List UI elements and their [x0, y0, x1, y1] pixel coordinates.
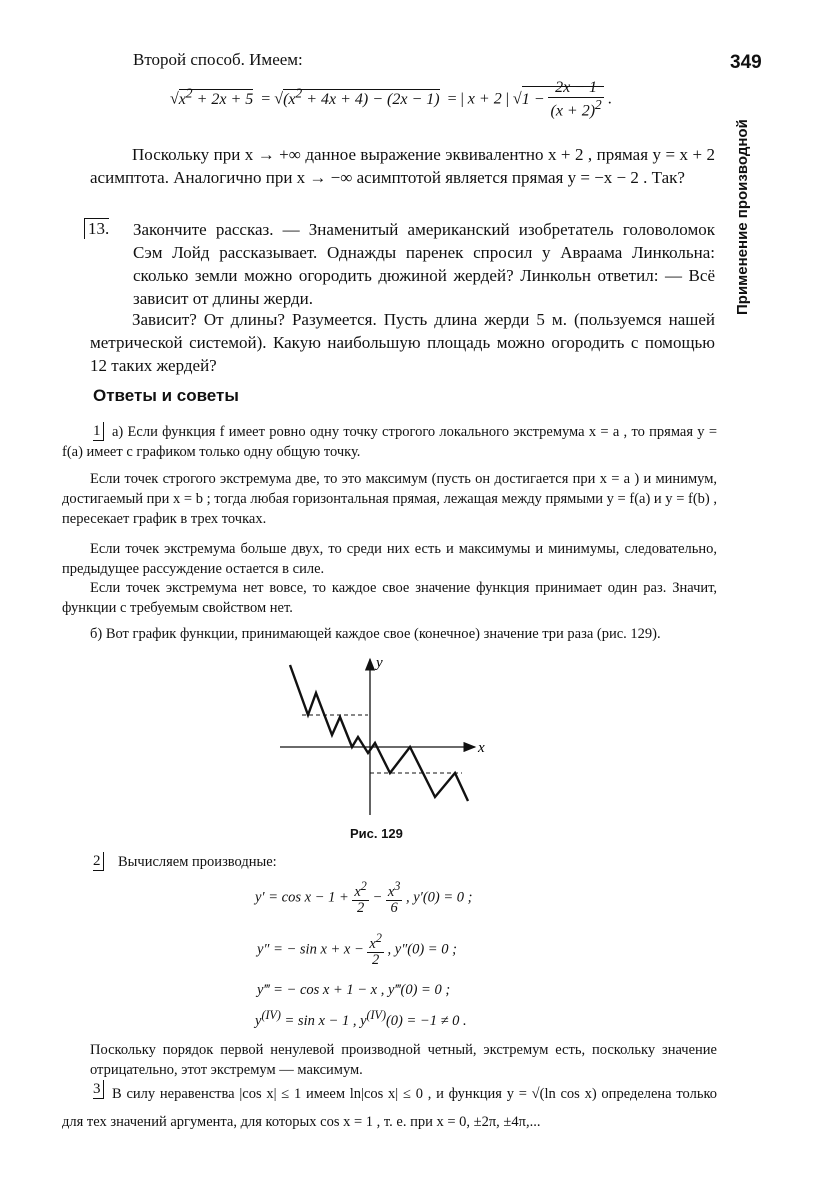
derivative-1: y′ = cos x − 1 + $\frac{x^2}{2}$ − $\frac{x^3}{6}$ , y′(0) = 0 ; [255, 879, 473, 917]
problem-13-text-2: Зависит? От длины? Разумеется. Пусть длина жерди 5 м. (пользуемся нашей метрической системой). Какую наибольшую площадь можно огородить с помощью 12 таких жердей? [90, 310, 715, 375]
answer-2-number: 2 [93, 852, 104, 871]
zigzag-graph [290, 665, 468, 801]
answer-1-p4: Если точек экстремума нет вовсе, то каждое свое значение функция принимает один раз. Значит, функции с требуемым свойством нет. [62, 580, 717, 616]
answer-2-intro: Вычисляем производные: [118, 854, 277, 870]
answer-1-p2: Если точек строгого экстремума две, то это максимум (пусть он достигается при x = a ) и минимум, достигаемый при x = b ; тогда любая горизонтальная прямая, лежащая между прямыми y = f(a) и y = f(b) , пересекает график в трех точках. [62, 471, 717, 527]
asymptote-paragraph: Поскольку при x → +∞ данное выражение эквивалентно x + 2 , прямая y = x + 2 асимптота. Аналогично при x → −∞ асимптотой является прямая y = −x − 2 . Так? [90, 145, 715, 187]
answer-1-p5: б) Вот график функции, принимающей каждое свое (конечное) значение три раза (рис. 129). [90, 626, 661, 642]
figure-129 [280, 655, 500, 835]
answer-1-p3: Если точек экстремума больше двух, то среди них есть и максимумы и минимумы, следовательно, предыдущее рассуждение остается в силе. [62, 541, 717, 577]
running-head: Применение производной [734, 119, 751, 315]
second-method-label: Второй способ. Имеем: [133, 50, 303, 69]
problem-13-text-1: Закончите рассказ. — Знаменитый американский изобретатель головоломок Сэм Лойд рассказывает. Однажды паренек спросил у Авраама Линкольна: сколько земли можно огородить дюжиной жердей? Линкольн ответил: — Всё зависит от длины жерди. [133, 220, 715, 308]
answer-1-p1: а) Если функция f имеет ровно одну точку строгого локального экстремума x = a , то прямая y = f(a) имеет с графиком только одну общую точку. [62, 424, 717, 460]
derivative-2: y″ = − sin x + x − $\frac{x^2}{2}$ , y″(0) = 0 ; [257, 931, 457, 969]
radical-formula: $√x^2 + 2x + 5 = √(x^2 + 4x + 4) - (2x - 1)$ = | x + 2 | √1 − $\frac{2x - 1}{(x + 2)^2}$ . [170, 79, 612, 120]
problem-13-number: 13. [84, 218, 109, 239]
y-axis-label: y [376, 655, 383, 671]
answers-heading: Ответы и советы [93, 386, 239, 405]
answer-2-conclusion: Поскольку порядок первой ненулевой производной четный, экстремум есть, поскольку значение отрицательно, этот экстремум — максимум. [90, 1042, 717, 1078]
derivative-4: $y^{(IV)} = \sin x - 1$ , $y^{(IV)}(0) = -1 \ne 0$ . [255, 1008, 467, 1029]
x-axis-label: x [478, 740, 485, 756]
figure-caption: Рис. 129 [350, 826, 403, 841]
answer-3-number: 3 [93, 1080, 104, 1099]
page-number: 349 [730, 52, 762, 73]
answer-3-text: В силу неравенства |cos x| ≤ 1 имеем ln|cos x| ≤ 0 , и функция y = √(ln cos x) определена только для тех значений аргумента, для которых cos x = 1 , т. е. при x = 0, ±2π, ±4π,... [62, 1086, 717, 1130]
answer-1-number: 1 [93, 422, 104, 441]
derivative-3: y‴ = − cos x + 1 − x , y‴(0) = 0 ; [257, 982, 451, 998]
